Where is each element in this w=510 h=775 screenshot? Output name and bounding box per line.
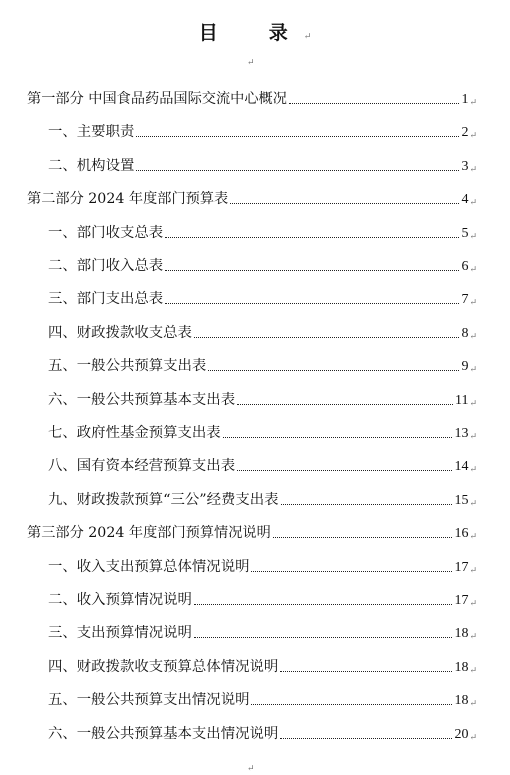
toc-title-text: 目 录	[198, 22, 304, 44]
toc-entry-page-number: 17	[454, 559, 469, 575]
paragraph-mark-icon: ↵	[469, 498, 477, 509]
toc-entry-label: 三、部门支出总表	[48, 291, 164, 308]
toc-entry-label: 二、部门收入总表	[48, 258, 164, 274]
dot-leader	[237, 469, 452, 471]
toc-entry-label: 一、收入支出预算总体情况说明	[48, 558, 250, 575]
paragraph-mark-icon: ↵	[469, 665, 477, 676]
paragraph-mark-icon: ↵	[469, 699, 477, 710]
toc-entry-page-number: 15	[454, 492, 469, 508]
dot-leader	[136, 135, 459, 137]
toc-entry-page-number: 11	[454, 392, 469, 408]
paragraph-mark-icon: ↵	[469, 599, 477, 609]
toc-entry[interactable]	[48, 554, 477, 576]
toc-entry-label: 四、财政拨款收支总表	[48, 324, 192, 341]
toc-entry[interactable]	[48, 153, 477, 175]
toc-entry-label: 五、一般公共预算支出情况说明	[48, 692, 250, 709]
dot-leader	[194, 336, 460, 338]
toc-title	[0, 18, 510, 45]
paragraph-mark-icon: ↵	[469, 632, 477, 643]
paragraph-mark-icon: ↵	[469, 532, 477, 543]
toc-entry-page-number: 5	[461, 225, 469, 241]
toc-entry-label: 六、一般公共预算基本支出情况说明	[48, 725, 279, 742]
dot-leader	[194, 636, 453, 638]
toc-entry[interactable]	[48, 654, 477, 676]
dot-leader	[208, 369, 459, 371]
toc-entry[interactable]	[48, 453, 477, 475]
toc-entry[interactable]	[48, 420, 477, 442]
toc-entry-label: 六、一般公共预算基本支出表	[48, 391, 236, 408]
dot-leader	[280, 737, 452, 739]
toc-entry[interactable]	[48, 353, 477, 375]
toc-entry[interactable]	[48, 253, 477, 275]
dot-leader	[237, 403, 453, 405]
paragraph-mark-icon: ↵	[247, 764, 255, 774]
toc-entry-label: 一、主要职责	[48, 124, 135, 141]
toc-entry[interactable]	[48, 721, 477, 743]
dot-leader	[165, 269, 459, 271]
toc-entry-label: 一、部门收支总表	[48, 224, 164, 241]
dot-leader	[281, 503, 453, 505]
toc-entry-page-number: 7	[461, 292, 469, 308]
toc-entry[interactable]	[48, 587, 477, 609]
paragraph-mark-icon: ↵	[469, 565, 477, 576]
paragraph-mark-icon: ↵	[469, 365, 477, 376]
toc-entry-label: 第二部分 2024 年度部门预算表	[27, 191, 229, 208]
toc-entry[interactable]	[27, 86, 477, 108]
toc-entry-label: 九、财政拨款预算“三公”经费支出表	[48, 491, 279, 508]
toc-entry[interactable]	[48, 387, 477, 409]
toc-entry-page-number: 18	[454, 626, 469, 642]
dot-leader	[251, 570, 452, 572]
dot-leader	[165, 302, 459, 304]
toc-entry-page-number: 6	[461, 259, 469, 274]
toc-entry[interactable]	[48, 286, 477, 308]
dot-leader	[165, 236, 459, 238]
dot-leader	[251, 703, 452, 705]
dot-leader	[280, 670, 452, 672]
toc-entry[interactable]	[48, 620, 477, 642]
toc-entry[interactable]	[48, 119, 477, 141]
toc-entry-page-number: 14	[454, 459, 469, 475]
toc-entry[interactable]	[48, 220, 477, 242]
toc-entry-page-number: 18	[454, 693, 469, 709]
toc-entry-page-number: 4	[461, 192, 469, 208]
paragraph-mark-icon: ↵	[469, 298, 477, 309]
dot-leader	[223, 436, 453, 438]
dot-leader	[273, 536, 453, 538]
toc-entry[interactable]	[48, 320, 477, 342]
toc-entry-label: 四、财政拨款收支预算总体情况说明	[48, 658, 279, 675]
toc-entry-label: 八、国有资本经营预算支出表	[48, 458, 236, 475]
toc-entry-label: 第一部分 中国食品药品国际交流中心概况	[27, 91, 287, 107]
toc-entry-page-number: 9	[461, 359, 469, 375]
paragraph-mark-icon: ↵	[469, 131, 477, 142]
toc-entry-label: 七、政府性基金预算支出表	[48, 425, 221, 441]
toc-entry-page-number: 18	[454, 659, 469, 675]
paragraph-mark-icon: ↵	[469, 732, 477, 743]
paragraph-mark-icon: ↵	[469, 432, 477, 442]
toc-entry[interactable]	[27, 520, 477, 542]
dot-leader	[289, 102, 460, 104]
toc-entry-label: 二、收入预算情况说明	[48, 592, 192, 608]
paragraph-mark-icon: ↵	[303, 32, 312, 42]
dot-leader	[194, 603, 453, 605]
toc-entry[interactable]	[48, 687, 477, 709]
paragraph-mark-icon: ↵	[469, 465, 477, 476]
toc-entry-page-number: 20	[454, 726, 469, 742]
paragraph-mark-icon: ↵	[469, 164, 477, 175]
toc-entry-label: 二、机构设置	[48, 157, 135, 174]
toc-entry-page-number: 2	[461, 125, 469, 141]
paragraph-mark-icon: ↵	[469, 98, 477, 108]
toc-entry-page-number: 17	[454, 593, 469, 608]
toc-entry-page-number: 1	[461, 92, 469, 107]
paragraph-mark-icon: ↵	[469, 331, 477, 342]
toc-entry-page-number: 13	[454, 426, 469, 441]
toc-entry-page-number: 16	[454, 526, 469, 542]
toc-entry-page-number: 3	[461, 158, 469, 174]
toc-entry-label: 三、支出预算情况说明	[48, 625, 192, 642]
toc-entry-label: 第三部分 2024 年度部门预算情况说明	[27, 525, 271, 542]
paragraph-mark-icon: ↵	[469, 198, 477, 209]
paragraph-mark-icon: ↵	[469, 265, 477, 275]
dot-leader	[136, 169, 459, 171]
dot-leader	[230, 202, 459, 204]
toc-entry[interactable]	[27, 186, 477, 208]
paragraph-mark-icon: ↵	[469, 231, 477, 242]
paragraph-mark-icon: ↵	[247, 58, 255, 68]
toc-entry-page-number: 8	[461, 325, 469, 341]
paragraph-mark-icon: ↵	[469, 398, 477, 409]
toc-entry[interactable]	[48, 487, 477, 509]
toc-entry-label: 五、一般公共预算支出表	[48, 358, 207, 375]
